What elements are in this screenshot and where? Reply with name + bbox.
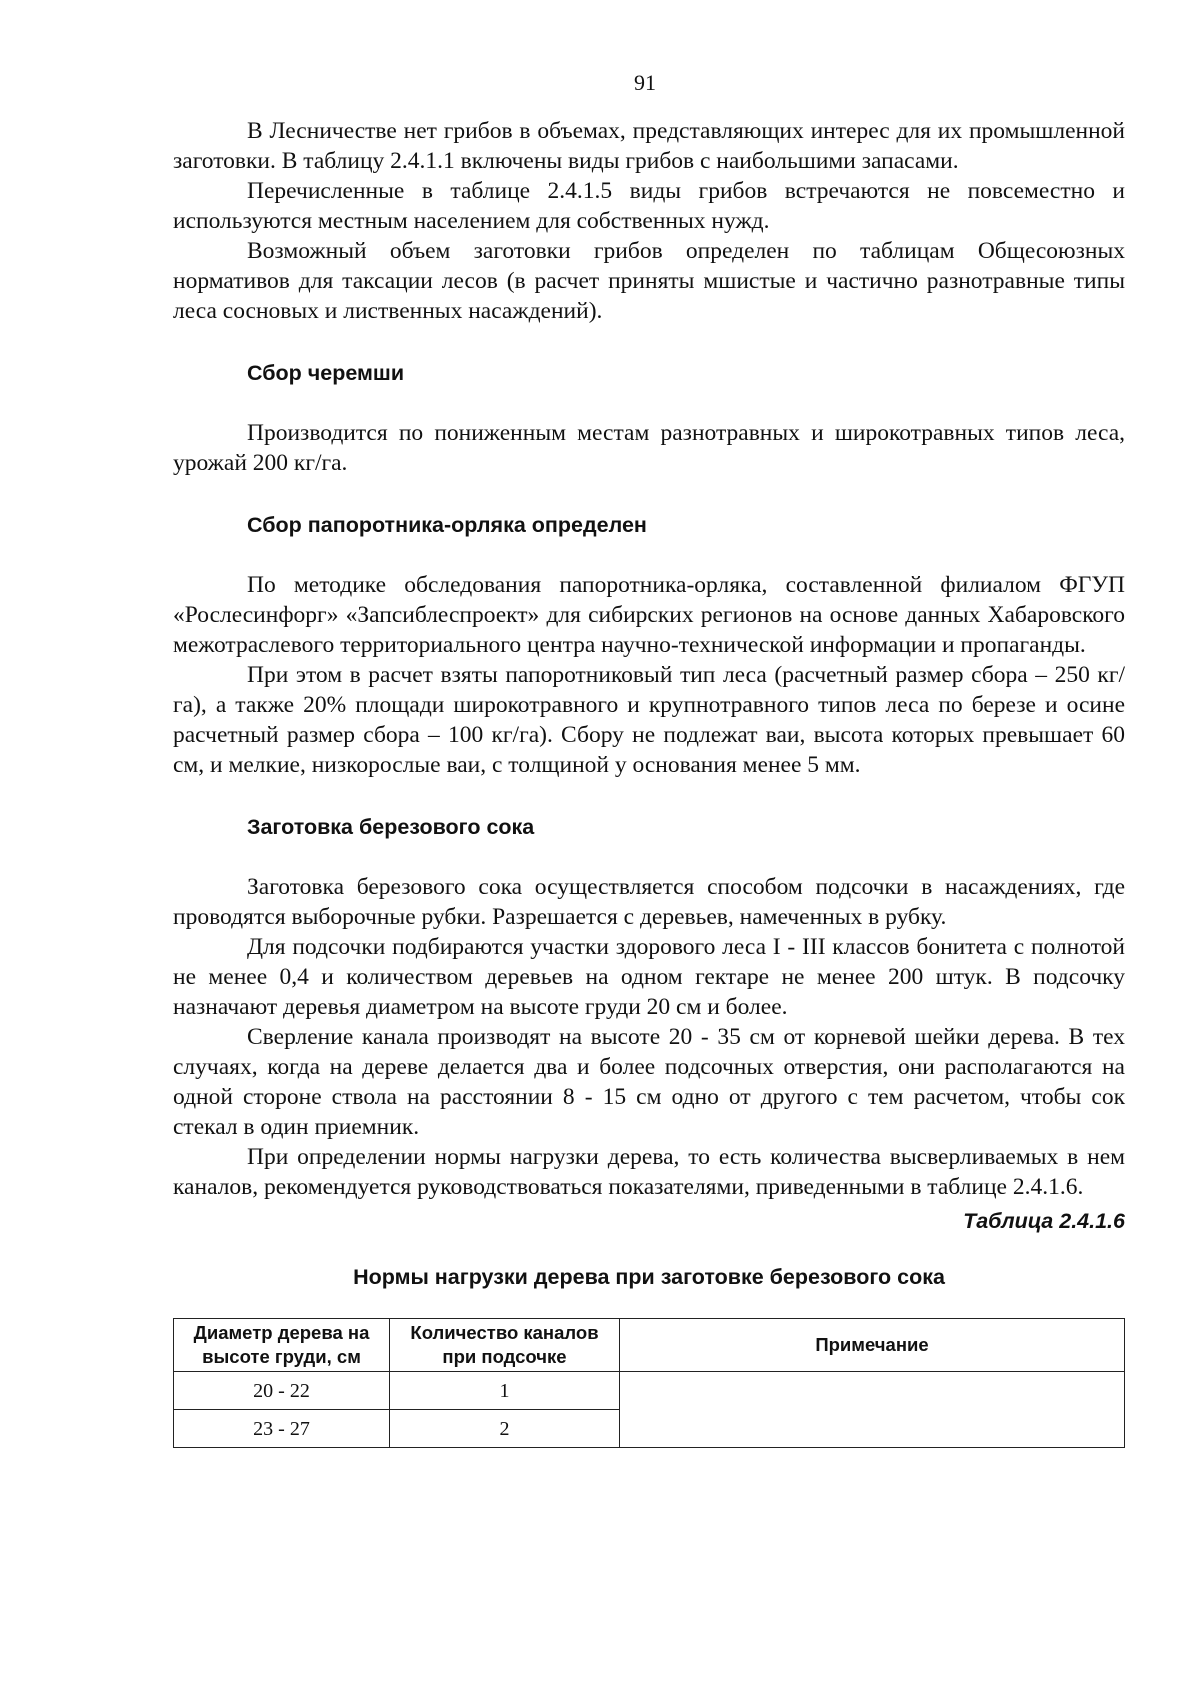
table-title: Нормы нагрузки дерева при заготовке березового сока: [353, 1265, 945, 1289]
cell-channel-count: 2: [390, 1410, 620, 1448]
paragraph: Для подсочки подбираются участки здорового леса I - III классов бонитета с полнотой не менее 0,4 и количеством деревьев на одном гектаре не менее 200 штук. В подсочку назначают деревья диаметром на высоте груди 20 см и более.: [173, 934, 1125, 1020]
paragraph: В Лесничестве нет грибов в объемах, представляющих интерес для их промышленной заготовки. В таблицу 2.4.1.1 включены виды грибов с наибольшими запасами.: [173, 118, 1125, 174]
cell-diameter: 20 - 22: [174, 1372, 390, 1410]
paragraph: По методике обследования папоротника-орляка, составленной филиалом ФГУП «Рослесинфорг» «Запсиблеспроект» для сибирских регионов на основе данных Хабаровского межотраслевого территориального центра научно-технической информации и пропаганды.: [173, 572, 1125, 658]
table-row: [174, 1372, 1125, 1410]
cell-channel-count: 1: [390, 1372, 620, 1410]
section-heading-fern: Сбор папоротника-орляка определен: [247, 513, 647, 537]
header-diameter: Диаметр дерева на высоте груди, см: [174, 1319, 390, 1372]
header-channel-count: Количество каналов при подсочке: [390, 1319, 620, 1372]
paragraph: Заготовка березового сока осуществляется способом подсочки в насаждениях, где проводятся выборочные рубки. Разрешается с деревьев, намеченных в рубку.: [173, 874, 1125, 930]
paragraph: Возможный объем заготовки грибов определен по таблицам Общесоюзных нормативов для таксации лесов (в расчет приняты мшистые и частично разнотравные типы леса сосновых и лиственных насаждений).: [173, 238, 1125, 324]
paragraph: При определении нормы нагрузки дерева, то есть количества высверливаемых в нем каналов, рекомендуется руководствоваться показателями, приведенными в таблице 2.4.1.6.: [173, 1144, 1125, 1200]
norms-table: [173, 1318, 1125, 1448]
table-label: Таблица 2.4.1.6: [963, 1209, 1125, 1233]
header-note: Примечание: [620, 1319, 1125, 1372]
section-heading-ramson: Сбор черемши: [247, 361, 405, 385]
document-body: [173, 116, 1125, 1448]
paragraph: Сверление канала производят на высоте 20 - 35 см от корневой шейки дерева. В тех случаях, когда на дереве делается два и более подсочных отверстия, они располагаются на одной стороне ствола на расстоянии 8 - 15 см одно от другого с тем расчетом, чтобы сок стекал в один приемник.: [173, 1024, 1125, 1140]
cell-note: [620, 1372, 1125, 1448]
paragraph: Перечисленные в таблице 2.4.1.5 виды грибов встречаются не повсеместно и используются местным населением для собственных нужд.: [173, 178, 1125, 234]
section-heading-birch-sap: Заготовка березового сока: [247, 815, 535, 839]
cell-diameter: 23 - 27: [174, 1410, 390, 1448]
paragraph: При этом в расчет взяты папоротниковый тип леса (расчетный размер сбора – 250 кг/га), а также 20% площади широкотравного и крупнотравного типов леса по березе и осине расчетный размер сбора – 100 кг/га). Сбору не подлежат ваи, высота которых превышает 60 см, и мелкие, низкорослые ваи, с толщиной у основания менее 5 мм.: [173, 662, 1125, 778]
page-number: 91: [634, 70, 656, 95]
paragraph: Производится по пониженным местам разнотравных и широкотравных типов леса, урожай 200 кг/га.: [173, 420, 1125, 476]
table-header-row: [174, 1319, 1125, 1372]
